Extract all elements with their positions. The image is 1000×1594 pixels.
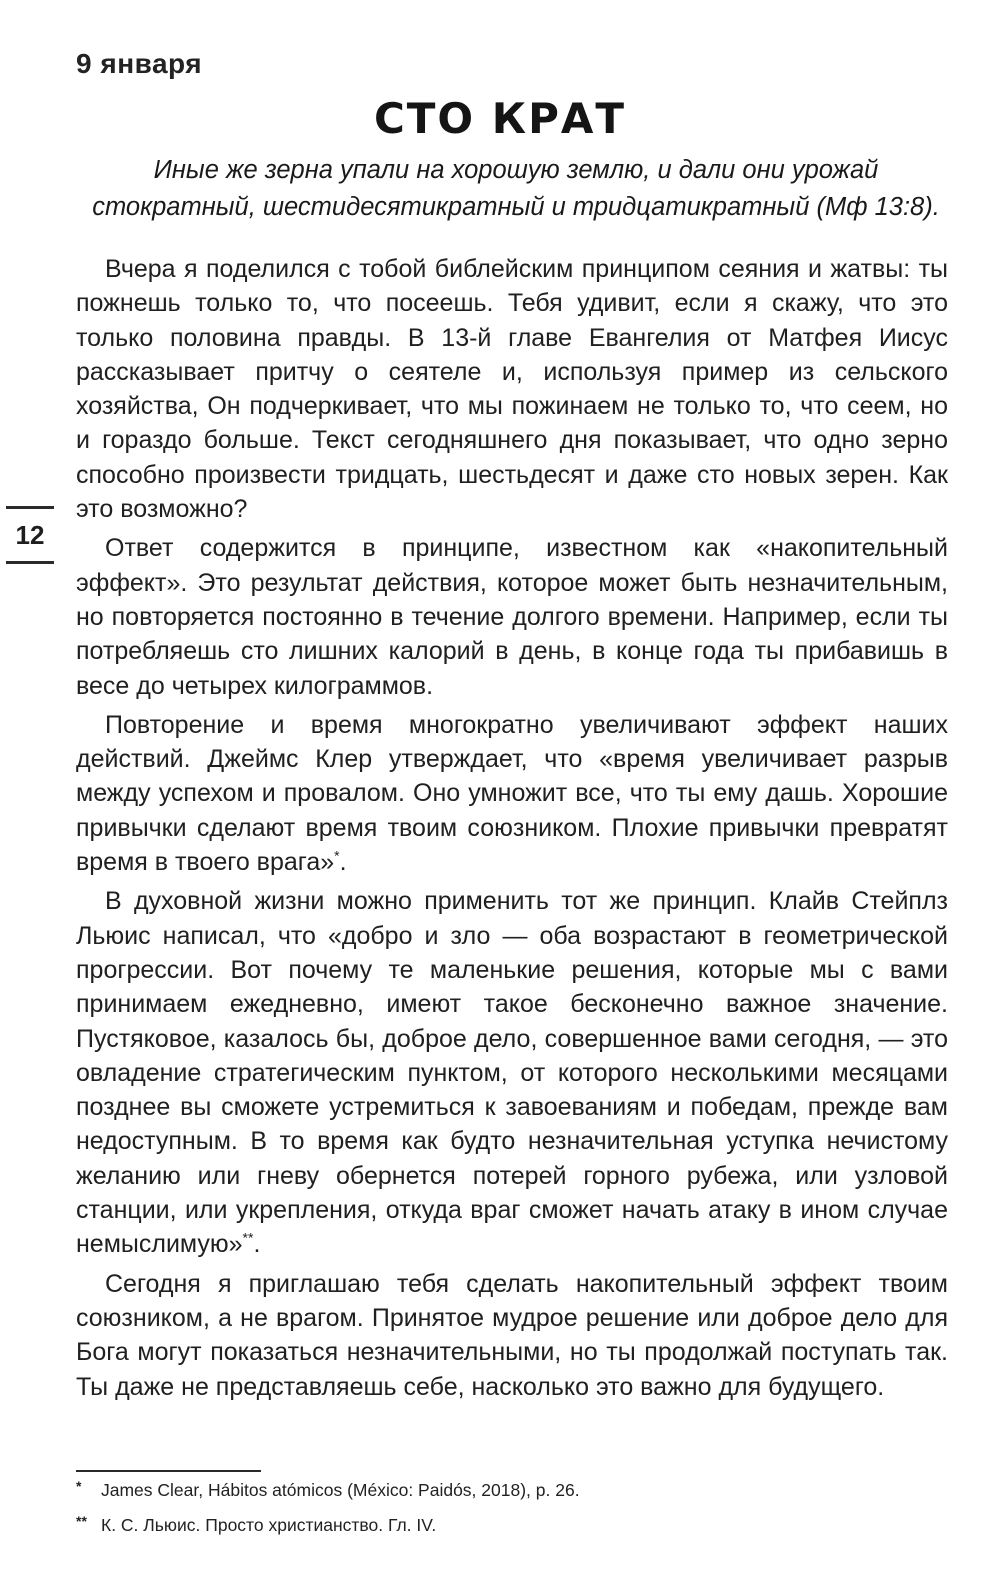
- page-number-block: [6, 506, 54, 564]
- page-number-rule-bottom: [6, 561, 54, 564]
- paragraph-4-text: В духовной жизни можно применить тот же принцип. Клайв Стейплз Льюис написал, что «добро и зло — оба возрастают в геометрической прогрессии. Вот почему те маленькие решения, которые мы с вами принимаем ежедневно, имеют такое бесконечно важное значение. Пустяковое, казалось бы, доброе дело, совершенное вами сегодня, — это овладение стратегическим пунктом, от которого несколькими месяцами позднее вы сможете устремиться к завоеваниям и победам, прежде вам недоступным. В то время как будто незначительная уступка нечистому желанию или гневу обернется потерей горного рубежа, или узловой станции, или укрепления, откуда враг сможет начать атаку в ином случае немыслимую»: [76, 887, 948, 1259]
- footnote-ref-1[interactable]: *: [334, 847, 340, 864]
- paragraph-4: [76, 884, 948, 1261]
- paragraph-1: Вчера я поделился с тобой библейским принципом сеяния и жатвы: ты пожнешь только то, что посеешь. Тебя удивит, если я скажу, что это только половина правды. В 13-й главе Евангелия от Матфея Иисус рассказывает притчу о сеятеле и, используя пример из сельского хозяйства, Он подчеркивает, что мы пожинаем не только то, что сеем, но и гораздо больше. Текст сегодняшнего дня показывает, что одно зерно способно произвести тридцать, шестьдесят и даже сто новых зерен. Как это возможно?: [76, 255, 948, 524]
- epigraph: [76, 152, 956, 226]
- footnote-1-text: James Clear, Hábitos atómicos (México: Paidós, 2018), p. 26.: [101, 1480, 580, 1500]
- footnote-1-mark: *: [76, 1478, 82, 1494]
- paragraph-5: Сегодня я приглашаю тебя сделать накопительный эффект твоим союзником, а не врагом. Принятое мудрое решение или доброе дело для Бога могут показаться незначительными, но ты продолжай поступать так. Ты даже не представляешь себе, насколько это важно для будущего.: [76, 1269, 948, 1401]
- paragraph-4-end: .: [253, 1230, 261, 1259]
- footnote-divider: [76, 1470, 261, 1472]
- page-title: СТО КРАТ: [373, 94, 627, 143]
- date-heading: 9 января: [76, 48, 203, 79]
- epigraph-line-2: стократный, шестидесятикратный и тридцатикратный (Мф 13:8).: [92, 193, 940, 221]
- paragraph-2: Ответ содержится в принципе, известном как «накопительный эффект». Это результат действия, которое может быть незначительным, но повторяется постоянно в течение долгого времени. Например, если ты потребляешь сто лишних калорий в день, в конце года ты прибавишь в весе до четырех килограммов.: [76, 534, 948, 700]
- footnote-2-mark: **: [76, 1513, 87, 1529]
- footnote-ref-2[interactable]: **: [242, 1229, 254, 1246]
- footnote-1: [76, 1480, 580, 1501]
- paragraph-3-text: Повторение и время многократно увеличивают эффект наших действий. Джеймс Клер утверждает, что «время увеличивает разрыв между успехом и провалом. Оно умножит все, что ты ему дашь. Хорошие привычки сделают время твоим союзником. Плохие привычки превратят время в твоего врага»: [76, 710, 948, 877]
- page-number: 12: [15, 520, 45, 550]
- epigraph-line-1: Иные же зерна упали на хорошую землю, и дали они урожай: [153, 156, 879, 184]
- body-text: [76, 252, 948, 1409]
- footnote-2-text: К. С. Льюис. Просто христианство. Гл. IV.: [101, 1515, 437, 1535]
- paragraph-3: [76, 708, 948, 879]
- paragraph-3-end: .: [339, 848, 347, 877]
- footnote-2: [76, 1515, 436, 1536]
